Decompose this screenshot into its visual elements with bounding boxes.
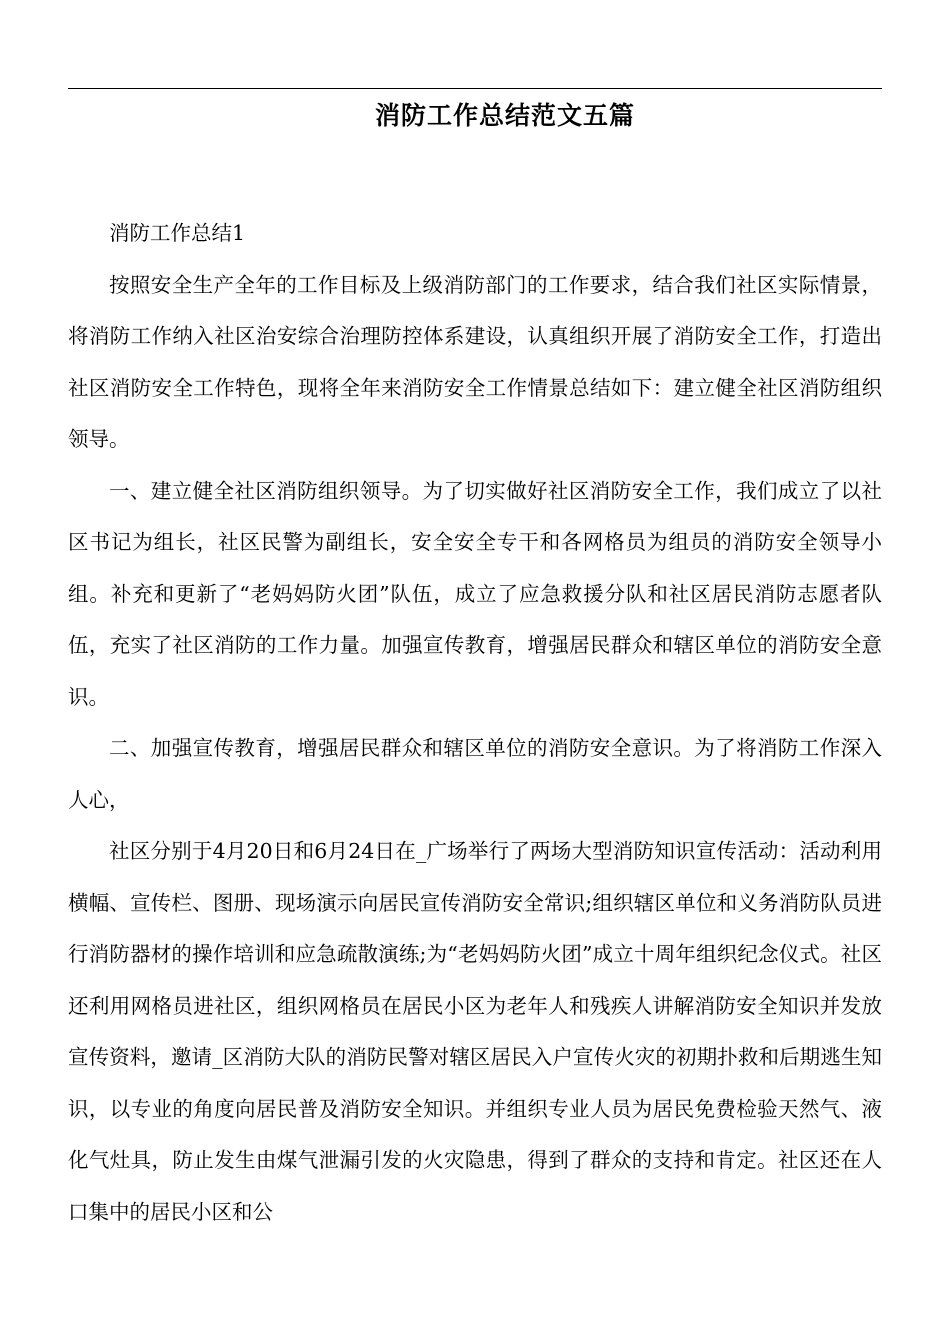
paragraph-organization: 一、建立健全社区消防组织领导。为了切实做好社区消防安全工作，我们成立了以社区书记为组长，社区民警为副组长，安全安全专干和各网格员为组员的消防安全领导小组。补充和更新了“老妈妈防火团”队伍，成立了应急救援分队和社区居民消防志愿者队伍，充实了社区消防的工作力量。加强宣传教育，增强居民群众和辖区单位的消防安全意识。 bbox=[68, 478, 882, 709]
paragraph-publicity: 二、加强宣传教育，增强居民群众和辖区单位的消防安全意识。为了将消防工作深入人心， bbox=[68, 736, 882, 812]
paragraph-intro: 按照安全生产全年的工作目标及上级消防部门的工作要求，结合我们社区实际情景，将消防工作纳入社区治安综合治理防控体系建设，认真组织开展了消防安全工作，打造出社区消防安全工作特色，现将全年来消防安全工作情景总结如下：建立健全社区消防组织领导。 bbox=[68, 272, 882, 451]
header-rule bbox=[68, 88, 882, 89]
document-body bbox=[68, 208, 882, 1238]
document-title: 消防工作总结范文五篇 bbox=[374, 101, 635, 130]
section-heading: 消防工作总结1 bbox=[109, 221, 246, 245]
paragraph-activities: 社区分别于4月20日和6月24日在_广场举行了两场大型消防知识宣传活动：活动利用横幅、宣传栏、图册、现场演示向居民宣传消防安全常识;组织辖区单位和义务消防队员进行消防器材的操作培训和应急疏散演练;为“老妈妈防火团”成立十周年组织纪念仪式。社区还利用网格员进社区，组织网格员在居民小区为老年人和残疾人讲解消防安全知识并发放宣传资料，邀请_区消防大队的消防民警对辖区居民入户宣传火灾的初期扑救和后期逃生知识，以专业的角度向居民普及消防安全知识。并组织专业人员为居民免费检验天然气、液化气灶具，防止发生由煤气泄漏引发的火灾隐患，得到了群众的支持和肯定。社区还在人口集中的居民小区和公 bbox=[68, 839, 882, 1224]
